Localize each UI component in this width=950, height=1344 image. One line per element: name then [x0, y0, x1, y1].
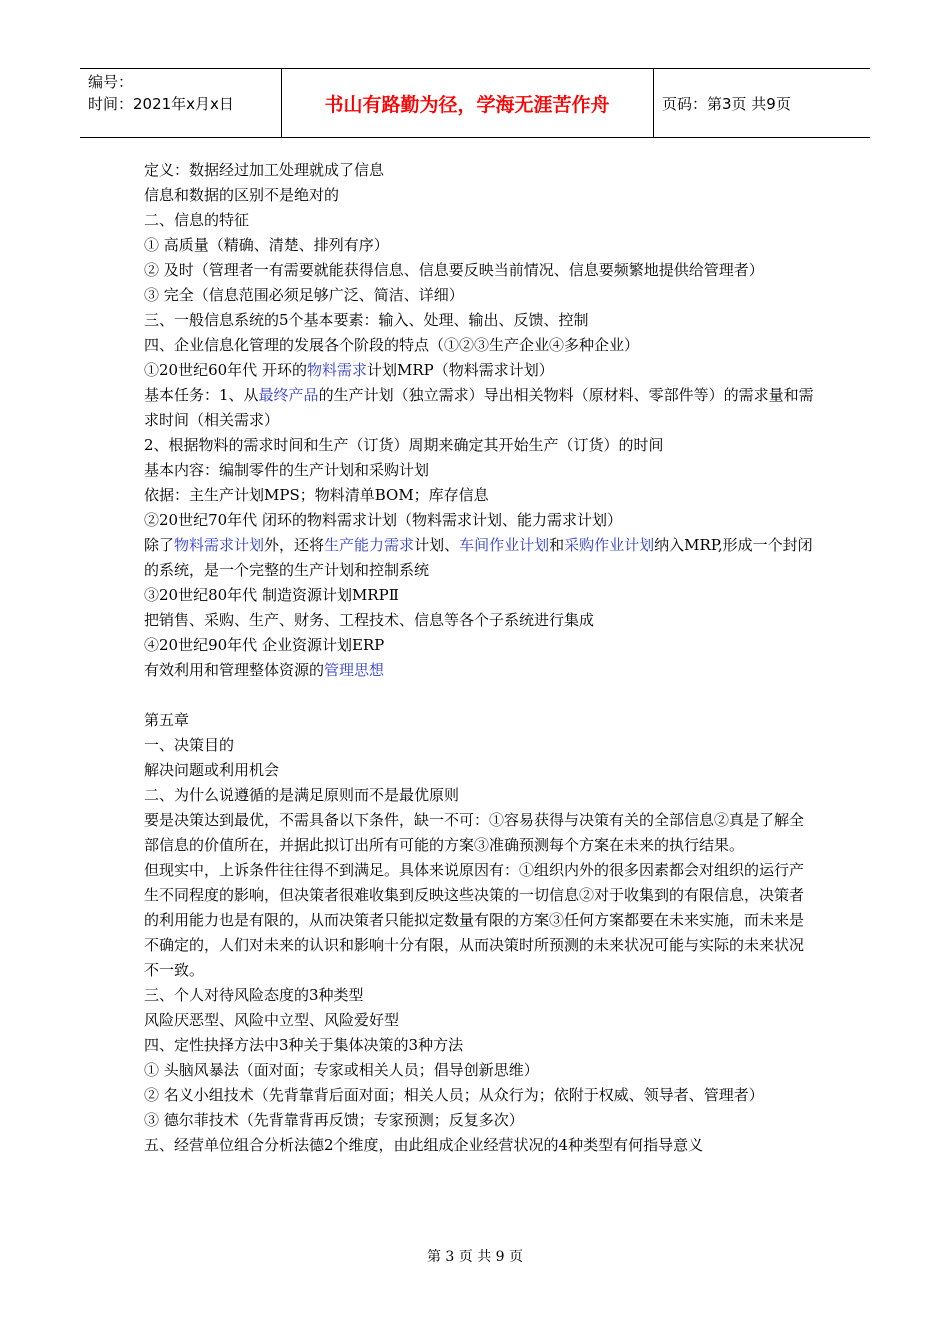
- text-run: ①20世纪60年代 开环的: [144, 361, 307, 379]
- list-item: ① 头脑风暴法（面对面；专家或相关人员；倡导创新思维）: [144, 1061, 539, 1079]
- stage-line: [144, 358, 814, 383]
- text-line: 信息和数据的区别不是绝对的: [144, 186, 340, 204]
- text-line: 依据：主生产计划MPS；物料清单BOM；库存信息: [144, 486, 489, 504]
- text-run: 的生产计划（独立需求）导出相关物料（原材料、零部件等）的需求量和需求时间（相关需求）: [144, 386, 814, 429]
- highlighted-term: 管理思想: [324, 661, 385, 679]
- list-item: ③ 完全（信息范围必须足够广泛、简洁、详细）: [144, 286, 464, 304]
- blank-line: [144, 683, 814, 708]
- document-time-label: 时间：2021年x月x日: [88, 95, 234, 113]
- paragraph: 要是决策达到最优，不需具备以下条件，缺一不可：①容易获得与决策有关的全部信息②真是了解全部信息的价值所在，并据此拟订出所有可能的方案③准确预测每个方案在未来的执行结果。: [144, 811, 805, 854]
- header-motto: 书山有路勤为径，学海无涯苦作舟: [324, 93, 610, 116]
- header-divider: [653, 69, 654, 137]
- text-line: 基本内容：编制零件的生产计划和采购计划: [144, 461, 430, 479]
- stage-line: ②20世纪70年代 闭环的物料需求计划（物料需求计划、能力需求计划）: [144, 511, 622, 529]
- stage-line: ④20世纪90年代 企业资源计划ERP: [144, 636, 385, 654]
- text-run: 基本任务：1、从: [144, 386, 259, 404]
- page-footer: 第 3 页 共 9 页: [426, 1249, 524, 1265]
- text-run: 纳入MRP,形成一个封闭的系统，是一个完整的生产计划和控制系统: [144, 536, 813, 579]
- highlighted-term: 物料需求: [306, 361, 367, 379]
- list-item: ③ 德尔菲技术（先背靠背再反馈；专家预测；反复多次）: [144, 1111, 524, 1129]
- stage-line: ③20世纪80年代 制造资源计划MRPⅡ: [144, 586, 399, 604]
- text-run: 计划、: [414, 536, 460, 554]
- highlighted-term: 生产能力需求: [324, 536, 415, 554]
- text-line: [144, 383, 814, 433]
- section-heading: 二、为什么说遵循的是满足原则而不是最优原则: [144, 786, 460, 804]
- section-heading: 五、经营单位组合分析法德2个维度，由此组成企业经营状况的4种类型有何指导意义: [144, 1136, 704, 1154]
- header-meta: [88, 71, 278, 115]
- text-run: 计划MRP（物料需求计划）: [366, 361, 554, 379]
- section-heading: 二、信息的特征: [144, 211, 250, 229]
- text-run: 和: [549, 536, 565, 554]
- highlighted-term: 采购作业计划: [564, 536, 655, 554]
- text-line: 风险厌恶型、风险中立型、风险爱好型: [144, 1011, 400, 1029]
- text-line: 定义：数据经过加工处理就成了信息: [144, 161, 385, 179]
- text-run: 除了: [144, 536, 175, 554]
- page-header: [80, 68, 870, 138]
- highlighted-term: 最终产品: [258, 386, 319, 404]
- header-page-info: 页码：第3页 共9页: [662, 94, 791, 113]
- highlighted-term: 车间作业计划: [459, 536, 550, 554]
- list-item: ① 高质量（精确、清楚、排列有序）: [144, 236, 389, 254]
- section-heading: 四、企业信息化管理的发展各个阶段的特点（①②③生产企业④多种企业）: [144, 336, 640, 354]
- section-heading: 四、定性抉择方法中3种关于集体决策的3种方法: [144, 1036, 464, 1054]
- chapter-heading: 第五章: [144, 711, 190, 729]
- list-item: ② 及时（管理者一有需要就能获得信息、信息要反映当前情况、信息要频繁地提供给管理者）: [144, 261, 764, 279]
- text-line: [144, 533, 814, 583]
- list-item: ② 名义小组技术（先背靠背后面对面；相关人员；从众行为；依附于权威、领导者、管理者）: [144, 1086, 764, 1104]
- text-line: 2、根据物料的需求时间和生产（订货）周期来确定其开始生产（订货）的时间: [144, 436, 664, 454]
- document-body: [144, 158, 814, 1158]
- paragraph: 但现实中，上诉条件往往得不到满足。具体来说原因有：①组织内外的很多因素都会对组织的运行产生不同程度的影响，但决策者很难收集到反映这些决策的一切信息②对于收集到的有限信息，决策者的利用能力也是有限的，从而决策者只能拟定数量有限的方案③任何方案都要在未来实施，而未来是不确定的，人们对未来的认识和影响十分有限，从而决策时所预测的未来状况可能与实际的未来状况不一致。: [144, 861, 805, 979]
- text-line: 把销售、采购、生产、财务、工程技术、信息等各个子系统进行集成: [144, 611, 595, 629]
- section-heading: 三、一般信息系统的5个基本要素：输入、处理、输出、反馈、控制: [144, 311, 589, 329]
- text-run: 外，还将: [264, 536, 325, 554]
- highlighted-term: 物料需求计划: [174, 536, 265, 554]
- text-line: [144, 658, 814, 683]
- text-run: 有效利用和管理整体资源的: [144, 661, 325, 679]
- section-heading: 三、个人对待风险态度的3种类型: [144, 986, 364, 1004]
- document-number-label: 编号：: [88, 73, 134, 91]
- text-line: 解决问题或利用机会: [144, 761, 280, 779]
- section-heading: 一、决策目的: [144, 736, 235, 754]
